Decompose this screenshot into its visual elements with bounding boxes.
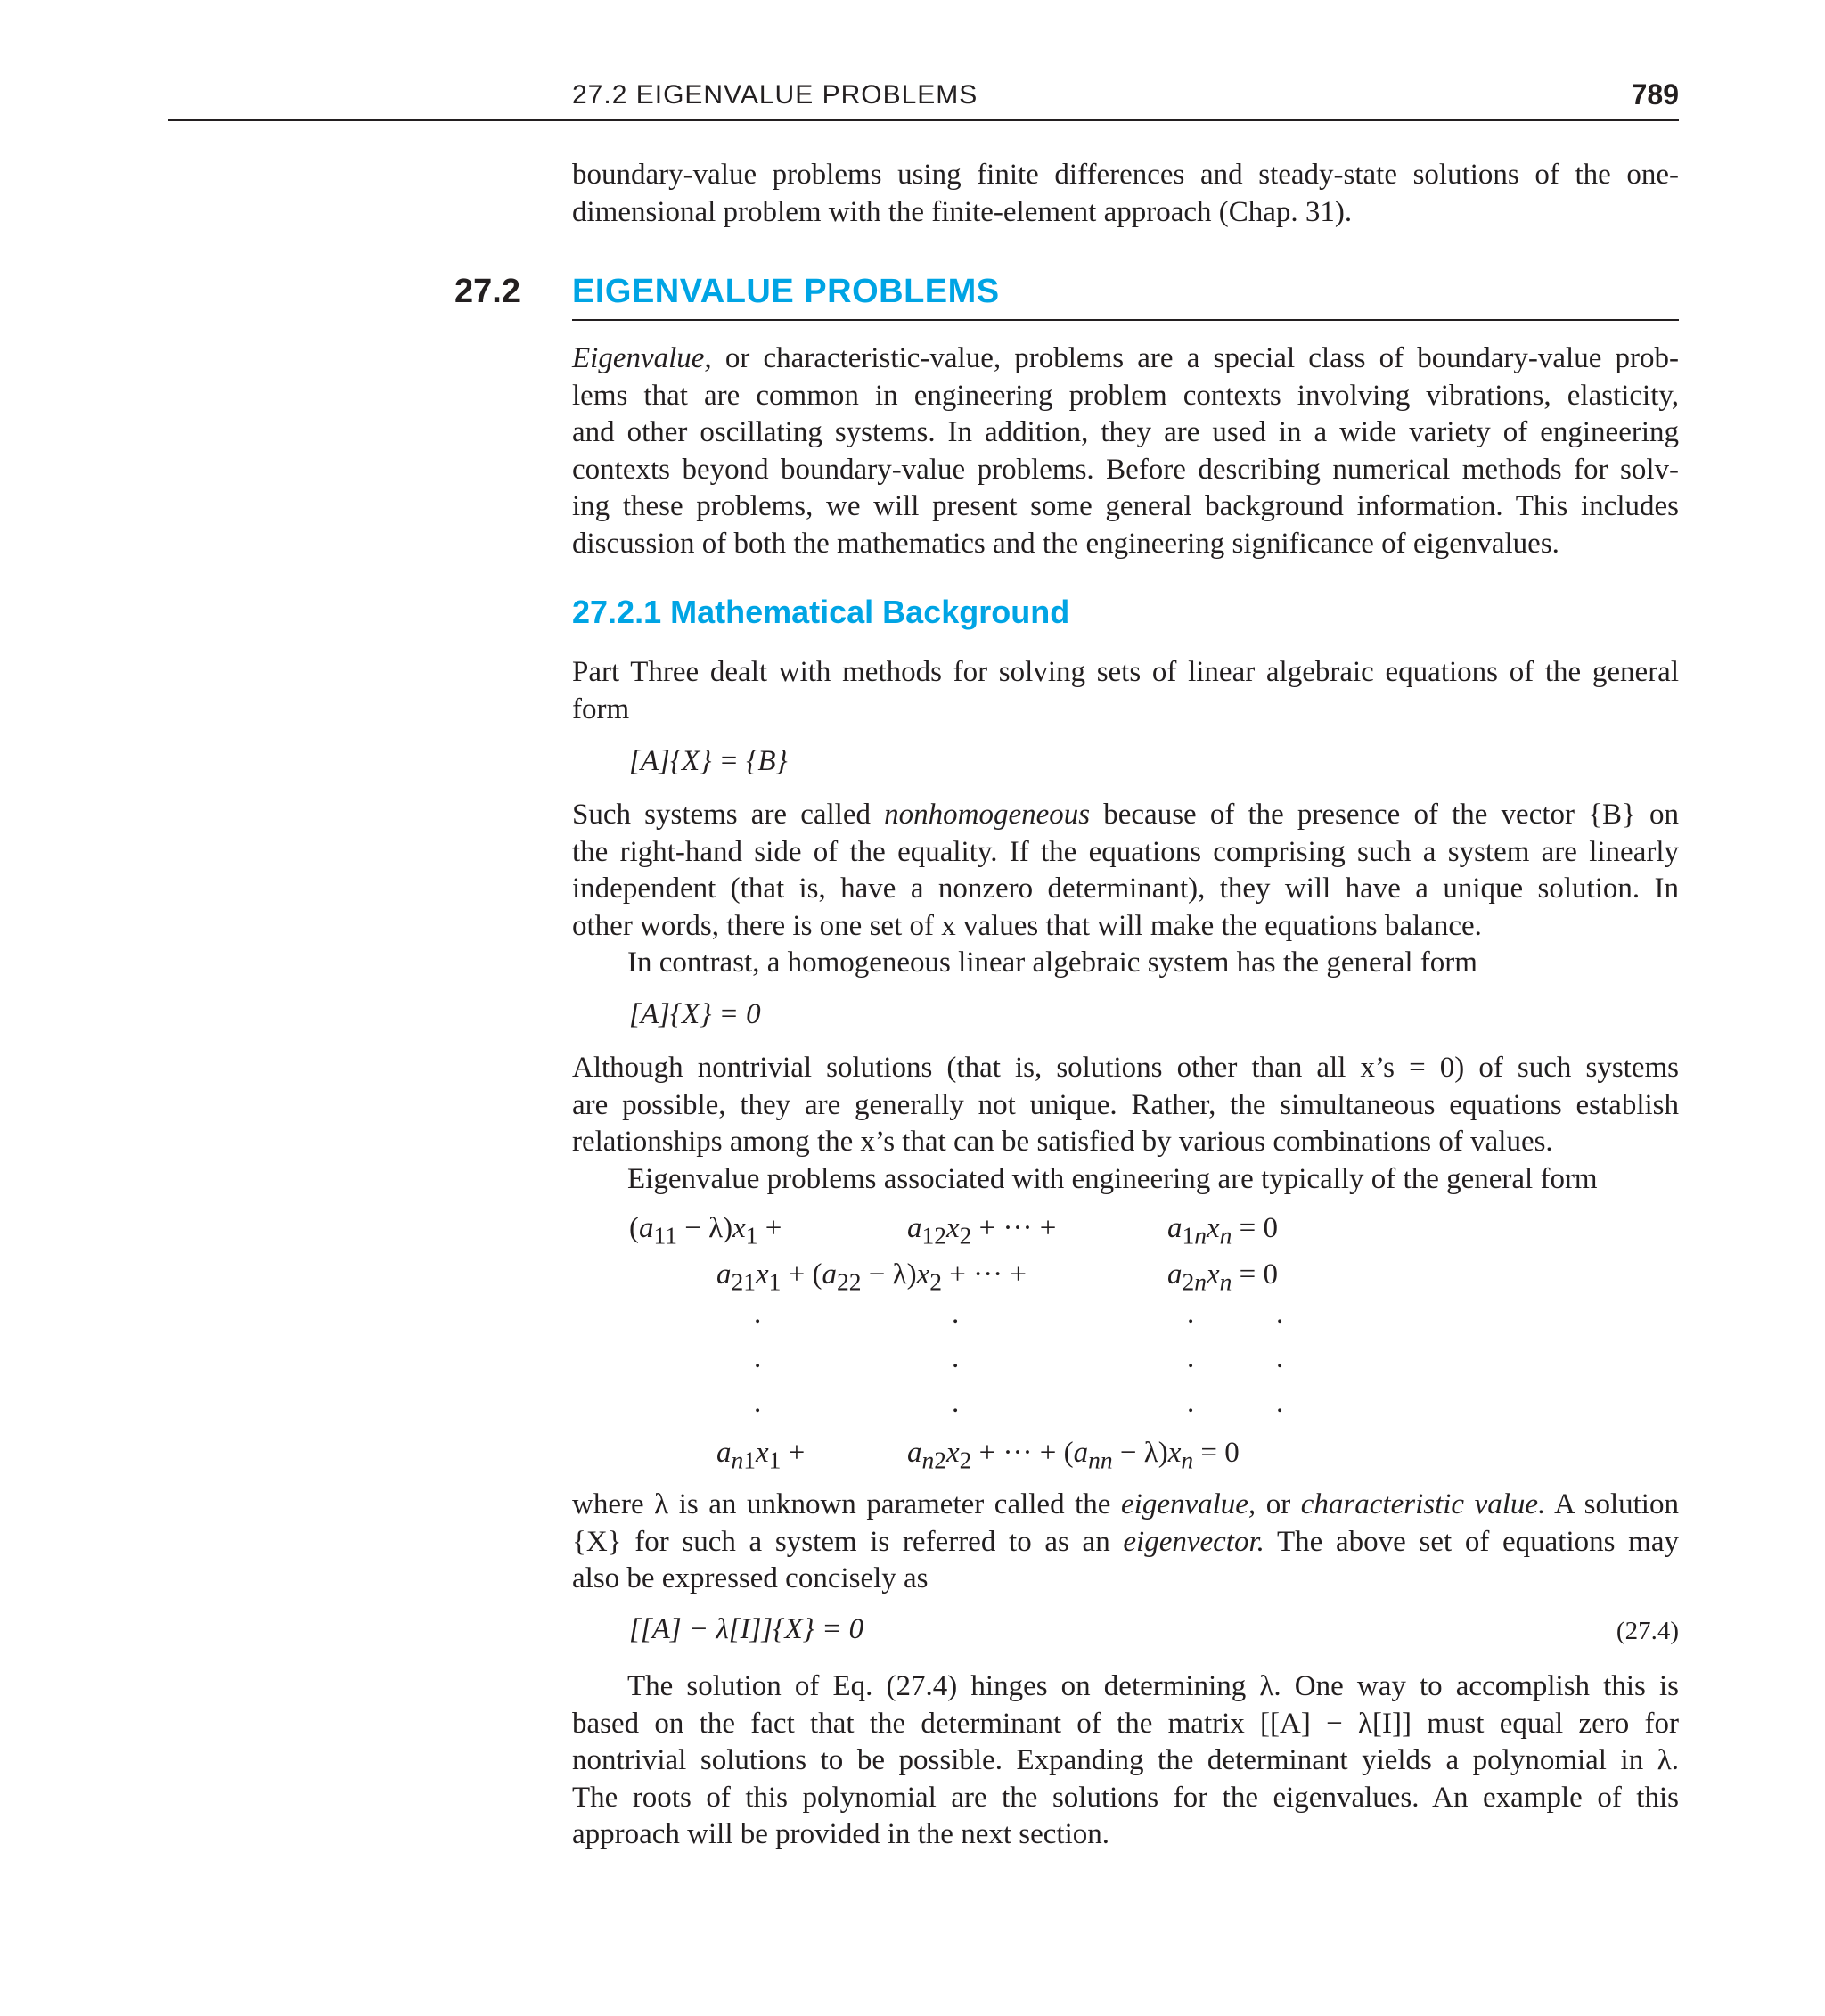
text-line: discussion of both the mathematics and the engineering significance of eigenvalues. xyxy=(572,527,1559,560)
eq-term: $a_{2n}x_n = 0$ xyxy=(1167,1258,1279,1296)
paragraph-6 xyxy=(572,1668,1679,1854)
text-line: nontrivial solutions to be possible. Expanding the determinant yields a polynomial in λ. xyxy=(572,1744,1679,1776)
equation-number: (27.4) xyxy=(1616,1617,1679,1645)
text-line: {X} for such a system is referred to as an eigenvector. The above set of equations may xyxy=(572,1525,1679,1558)
text-line: and other oscillating systems. In addition, they are used in a wide variety of engineering xyxy=(572,416,1679,448)
eq-term: $a_{21}x_1 + (a_{22} - \lambda)x_2$ + ··· + xyxy=(716,1258,1027,1296)
emphasis: Eigenvalue, xyxy=(572,342,712,374)
section-paragraph xyxy=(572,340,1679,562)
section-title-text: EIGENVALUE PROBLEMS xyxy=(572,273,1000,310)
emphasis: eigenvector. xyxy=(1123,1525,1264,1558)
section-number: 27.2 xyxy=(454,273,520,310)
text-line: dimensional problem with the finite-element approach (Chap. 31). xyxy=(572,195,1353,228)
text-line: where λ is an unknown parameter called the eigenvalue, or characteristic value. A solution xyxy=(572,1488,1679,1520)
text-line: form xyxy=(572,692,630,725)
text-line: contexts beyond boundary-value problems. Before describing numerical methods for solv- xyxy=(572,453,1679,486)
text-line: relationships among the x’s that can be satisfied by various combinations of values. xyxy=(572,1126,1553,1158)
text-line: Eigenvalue, or characteristic-value, problems are a special class of boundary-value prob- xyxy=(572,342,1679,374)
page-number: 789 xyxy=(1631,78,1679,111)
paragraph-5 xyxy=(572,1487,1679,1598)
text-line: Eigenvalue problems associated with engineering are typically of the general form xyxy=(627,1162,1598,1195)
text-line: Although nontrivial solutions (that is, solutions other than all x’s = 0) of such systems xyxy=(572,1052,1679,1084)
eq-term: $a_{1n}x_n = 0$ xyxy=(1167,1212,1279,1250)
equation-nonhomogeneous: [A]{X} = {B} xyxy=(629,745,788,777)
text-line: boundary-value problems using finite differences and steady-state solutions of the one- xyxy=(572,159,1679,191)
section-title xyxy=(572,273,1679,321)
text-line: The roots of this polynomial are the solutions for the eigenvalues. An example of this xyxy=(572,1781,1679,1814)
eq-term: $a_{n1}x_1$ + xyxy=(716,1437,806,1474)
emphasis: nonhomogeneous xyxy=(884,799,1091,831)
text-line: approach will be provided in the next section. xyxy=(572,1818,1109,1850)
text-line: lems that are common in engineering problem contexts involving vibrations, elasticity, xyxy=(572,379,1679,412)
subsection-title: 27.2.1 Mathematical Background xyxy=(572,594,1070,630)
paragraph-4 xyxy=(572,1050,1679,1198)
eq-term: $(a_{11} - \lambda)x_1$ + xyxy=(629,1212,782,1250)
eq-term: $a_{n2}x_2$ + ··· + $(a_{nn} - \lambda)x_n = 0$ xyxy=(907,1437,1240,1474)
text-line: the right-hand side of the equality. If the equations comprising such a system are linearly xyxy=(572,835,1679,868)
paragraph-3 xyxy=(572,797,1679,982)
text-line: In contrast, a homogeneous linear algebraic system has the general form xyxy=(627,947,1477,979)
text-line: based on the fact that the determinant of the matrix [[A] − λ[I]] must equal zero for xyxy=(572,1707,1679,1740)
running-header xyxy=(168,75,1679,121)
equation-homogeneous: [A]{X} = 0 xyxy=(629,998,761,1030)
eq-term: $a_{12}x_2$ + ··· + xyxy=(907,1212,1057,1250)
paragraph-2 xyxy=(572,654,1679,728)
text-line: Such systems are called nonhomogeneous because of the presence of the vector {B} on xyxy=(572,799,1679,831)
emphasis: eigenvalue, xyxy=(1121,1488,1256,1520)
text-line: independent (that is, have a nonzero determinant), they will have a unique solution. In xyxy=(572,873,1679,905)
intro-paragraph xyxy=(572,157,1679,231)
text-line: other words, there is one set of x values that will make the equations balance. xyxy=(572,909,1482,942)
text-line: also be expressed concisely as xyxy=(572,1562,929,1594)
text-line: ing these problems, we will present some general background information. This includes xyxy=(572,490,1679,522)
text-line: The solution of Eq. (27.4) hinges on determining λ. One way to accomplish this is xyxy=(627,1670,1679,1702)
running-title: 27.2 EIGENVALUE PROBLEMS xyxy=(572,80,978,110)
emphasis: characteristic value. xyxy=(1300,1488,1546,1520)
equation-27-4: [[A] − λ[I]]{X} = 0 xyxy=(629,1613,864,1645)
text-line: are possible, they are generally not unique. Rather, the simultaneous equations establish xyxy=(572,1088,1679,1121)
text-line: Part Three dealt with methods for solving sets of linear algebraic equations of the general xyxy=(572,656,1679,688)
